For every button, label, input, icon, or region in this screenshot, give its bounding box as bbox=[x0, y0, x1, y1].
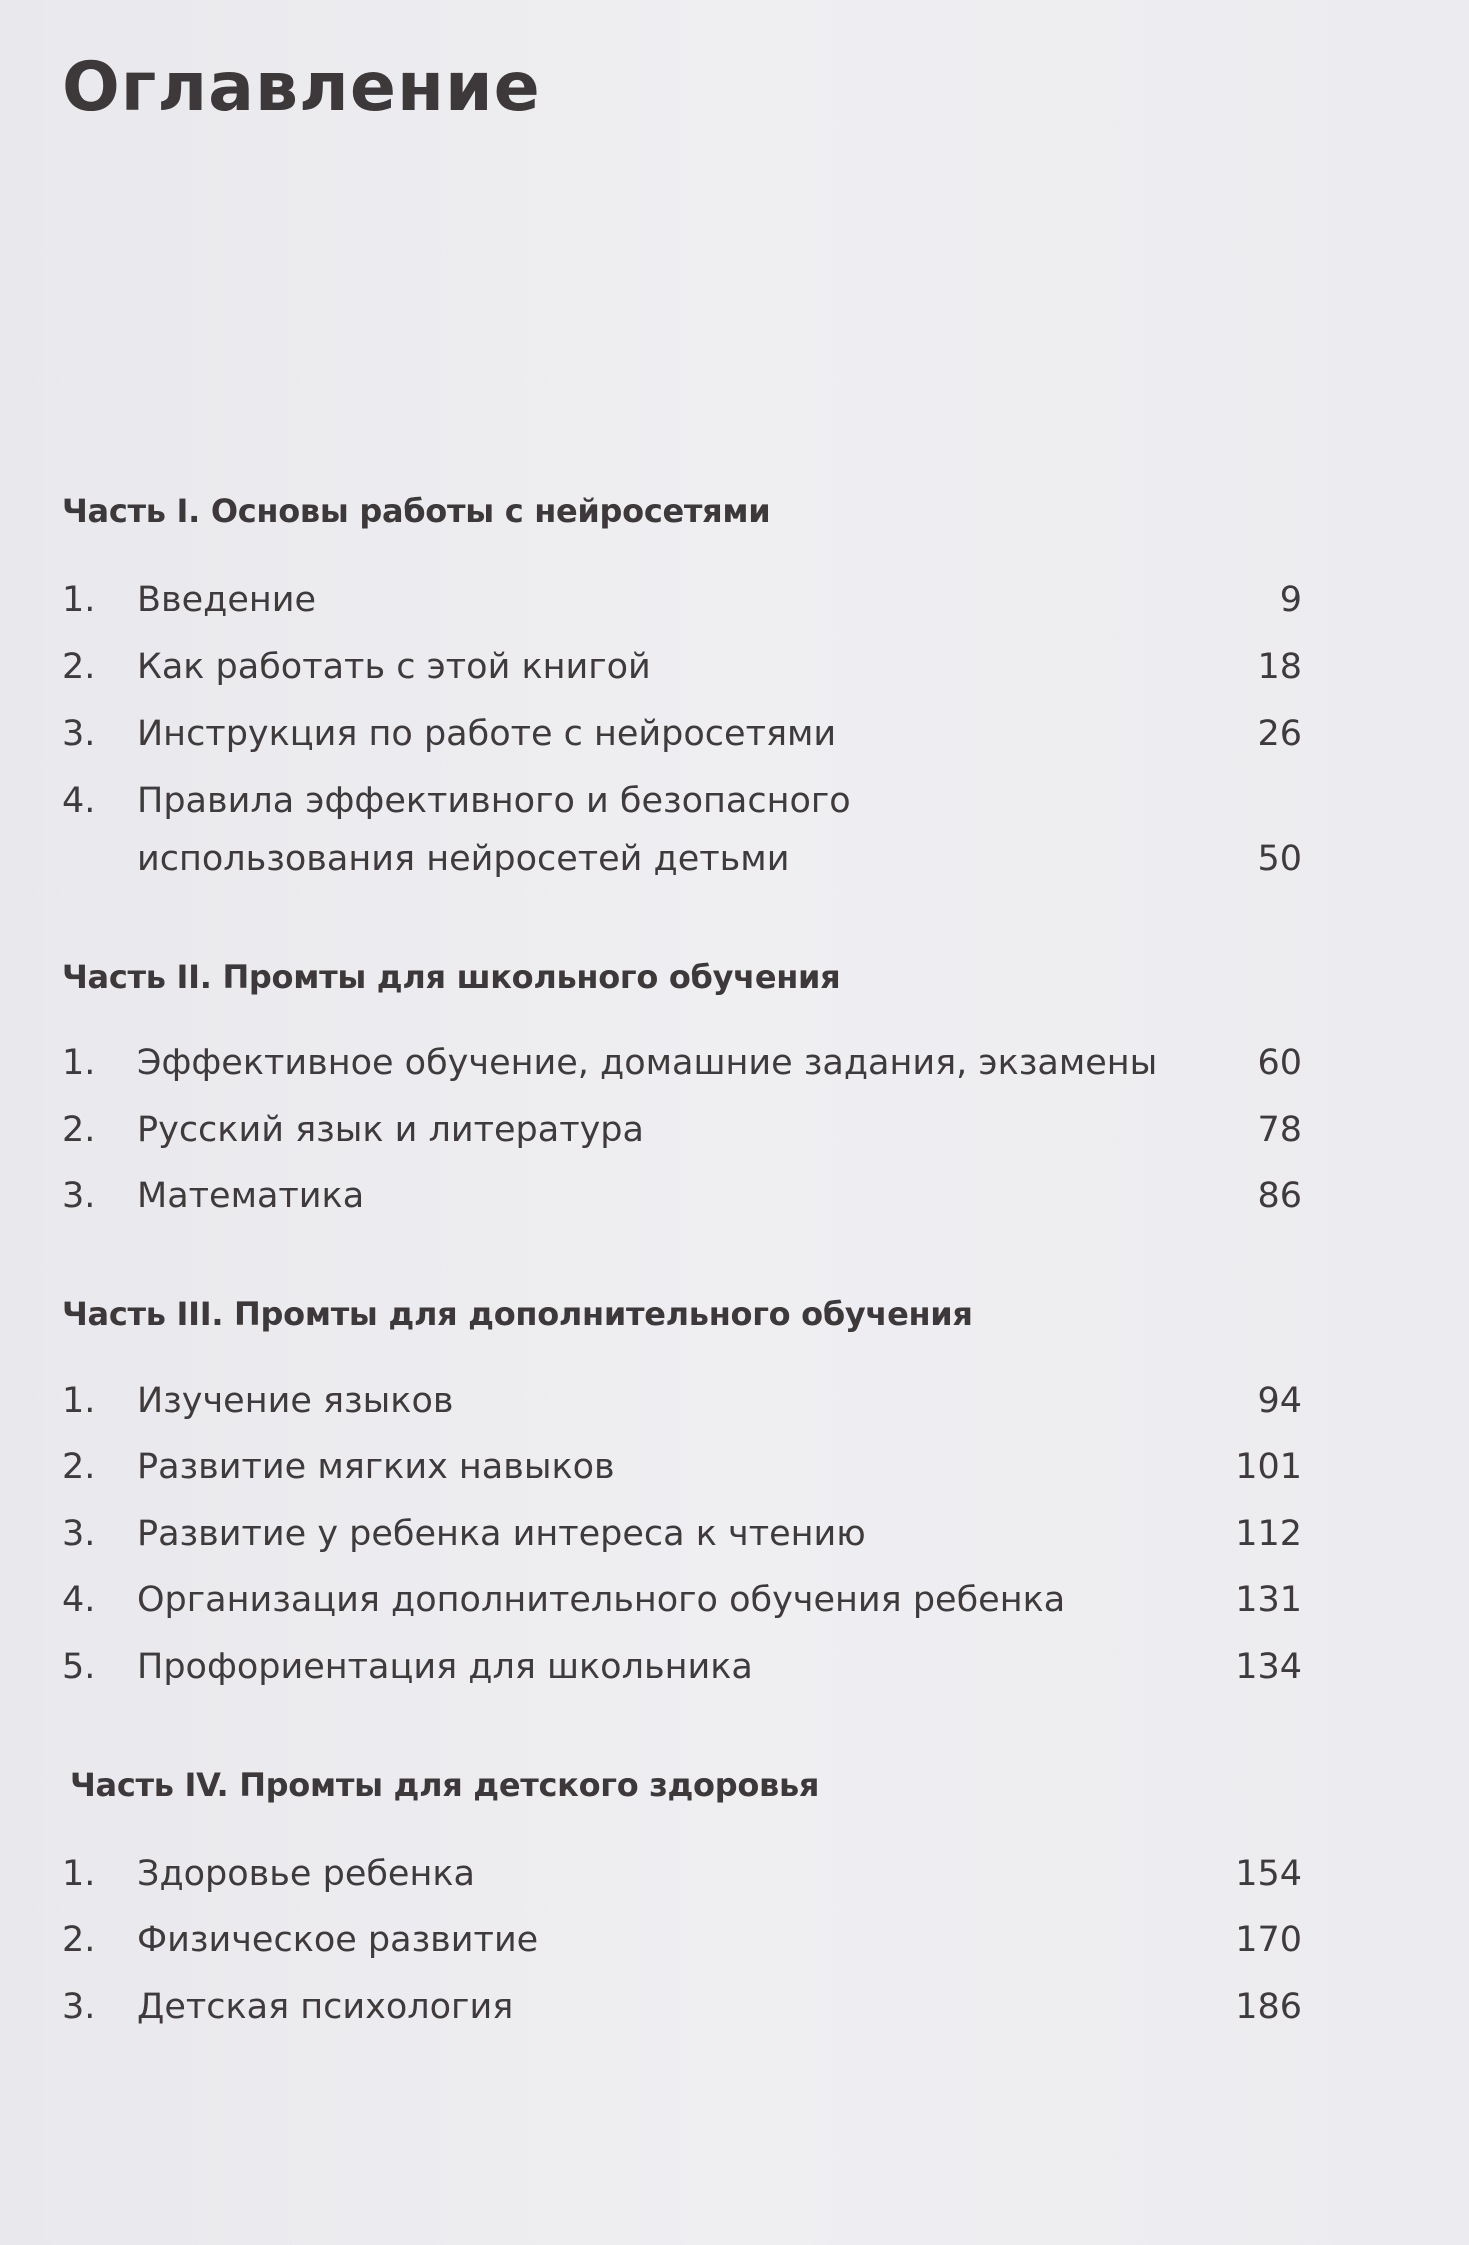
part-heading-1: Часть I. Основы работы с нейросетями bbox=[62, 492, 771, 530]
part-heading-4: Часть IV. Промты для детского здоровья bbox=[70, 1766, 820, 1804]
entry-number: 2. bbox=[62, 1447, 96, 1487]
entry-page-number: 134 bbox=[1235, 1647, 1302, 1687]
entry-label: Развитие у ребенка интереса к чтению bbox=[137, 1514, 866, 1554]
entry-page-number: 50 bbox=[1257, 839, 1302, 879]
entry-label: Правила эффективного и безопасного bbox=[137, 781, 851, 821]
entry-label: Русский язык и литература bbox=[137, 1110, 644, 1150]
entry-label: Детская психология bbox=[137, 1987, 514, 2027]
entry-number: 3. bbox=[62, 1514, 96, 1554]
entry-page-number: 60 bbox=[1257, 1043, 1302, 1083]
entry-number: 1. bbox=[62, 580, 96, 620]
entry-page-number: 78 bbox=[1257, 1110, 1302, 1150]
entry-label: Введение bbox=[137, 580, 317, 620]
entry-page-number: 131 bbox=[1235, 1580, 1302, 1620]
part-heading-3: Часть III. Промты для дополнительного обучения bbox=[62, 1295, 973, 1333]
entry-label: Как работать с этой книгой bbox=[137, 647, 651, 687]
entry-page-number: 170 bbox=[1235, 1920, 1302, 1960]
entry-label: Профориентация для школьника bbox=[137, 1647, 753, 1687]
page-title: Оглавление bbox=[62, 48, 541, 127]
entry-label: Организация дополнительного обучения ребенка bbox=[137, 1580, 1066, 1620]
entry-page-number: 18 bbox=[1257, 647, 1302, 687]
entry-number: 2. bbox=[62, 647, 96, 687]
entry-label: Изучение языков bbox=[137, 1381, 454, 1421]
entry-page-number: 9 bbox=[1279, 580, 1302, 620]
entry-label: Инструкция по работе с нейросетями bbox=[137, 714, 837, 754]
entry-number: 4. bbox=[62, 1580, 96, 1620]
entry-number: 3. bbox=[62, 1176, 96, 1216]
entry-label: Физическое развитие bbox=[137, 1920, 539, 1960]
entry-number: 3. bbox=[62, 714, 96, 754]
entry-label-line2: использования нейросетей детьми bbox=[137, 839, 790, 879]
entry-label: Здоровье ребенка bbox=[137, 1854, 475, 1894]
entry-number: 4. bbox=[62, 781, 96, 821]
entry-number: 3. bbox=[62, 1987, 96, 2027]
entry-label: Математика bbox=[137, 1176, 365, 1216]
entry-number: 5. bbox=[62, 1647, 96, 1687]
entry-number: 2. bbox=[62, 1920, 96, 1960]
entry-number: 1. bbox=[62, 1854, 96, 1894]
entry-page-number: 186 bbox=[1235, 1987, 1302, 2027]
entry-label: Эффективное обучение, домашние задания, экзамены bbox=[137, 1043, 1158, 1083]
entry-label: Развитие мягких навыков bbox=[137, 1447, 615, 1487]
entry-page-number: 86 bbox=[1257, 1176, 1302, 1216]
entry-page-number: 101 bbox=[1235, 1447, 1302, 1487]
entry-number: 2. bbox=[62, 1110, 96, 1150]
entry-page-number: 94 bbox=[1257, 1381, 1302, 1421]
entry-page-number: 154 bbox=[1235, 1854, 1302, 1894]
entry-number: 1. bbox=[62, 1381, 96, 1421]
entry-page-number: 112 bbox=[1235, 1514, 1302, 1554]
part-heading-2: Часть II. Промты для школьного обучения bbox=[62, 958, 841, 996]
entry-page-number: 26 bbox=[1257, 714, 1302, 754]
entry-number: 1. bbox=[62, 1043, 96, 1083]
